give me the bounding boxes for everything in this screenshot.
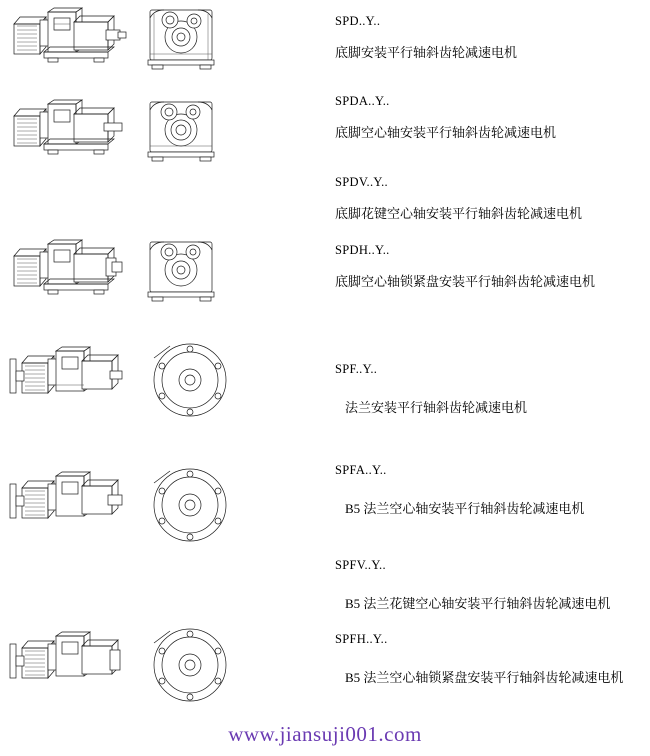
model-entry-5 — [335, 362, 650, 416]
model-entry-1 — [335, 14, 650, 61]
gear-motor-flange-side-view — [8, 345, 128, 417]
model-code: SPDH..Y.. — [335, 243, 390, 257]
model-description: 底脚空心轴锁紧盘安装平行轴斜齿轮减速电机 — [335, 274, 596, 289]
model-entry-8 — [335, 632, 650, 686]
model-code: SPDA..Y.. — [335, 94, 390, 108]
model-entry-7 — [335, 558, 650, 612]
model-code: SPF..Y.. — [335, 362, 378, 376]
gear-motor-foot-hollow-shaft-side-view — [8, 98, 128, 168]
footer-watermark-url[interactable]: www.jiansuji001.com — [228, 722, 422, 746]
model-code: SPFA..Y.. — [335, 463, 387, 477]
model-description: 底脚空心轴安装平行轴斜齿轮减速电机 — [335, 125, 557, 140]
model-code: SPFH..Y.. — [335, 632, 388, 646]
gear-motor-flange-shrink-disc-front-view — [140, 625, 240, 705]
model-code: SPD..Y.. — [335, 14, 381, 28]
gear-motor-foot-mounted-side-view — [8, 6, 128, 76]
model-entry-4 — [335, 243, 650, 290]
gear-motor-flange-hollow-shaft-front-view — [140, 465, 240, 545]
model-entry-2 — [335, 94, 650, 141]
model-description: 法兰安装平行轴斜齿轮减速电机 — [345, 400, 528, 415]
gear-motor-foot-shrink-disc-side-view — [8, 238, 128, 310]
model-description: B5 法兰花键空心轴安装平行轴斜齿轮减速电机 — [345, 596, 611, 611]
model-description: 底脚安装平行轴斜齿轮减速电机 — [335, 45, 518, 60]
gear-motor-flange-hollow-shaft-side-view — [8, 470, 128, 542]
gear-motor-flange-front-view — [140, 340, 240, 420]
model-code: SPDV..Y.. — [335, 175, 388, 189]
gear-motor-foot-shrink-disc-front-view — [140, 234, 230, 308]
model-description: 底脚花键空心轴安装平行轴斜齿轮减速电机 — [335, 206, 583, 221]
model-description: B5 法兰空心轴锁紧盘安装平行轴斜齿轮减速电机 — [345, 670, 624, 685]
gear-motor-foot-mounted-front-view — [140, 4, 230, 76]
model-description: B5 法兰空心轴安装平行轴斜齿轮减速电机 — [345, 501, 585, 516]
model-entry-6 — [335, 463, 650, 517]
gear-motor-flange-shrink-disc-side-view — [8, 630, 128, 702]
model-code: SPFV..Y.. — [335, 558, 386, 572]
gear-motor-foot-hollow-shaft-front-view — [140, 96, 230, 168]
model-entry-3 — [335, 175, 650, 222]
